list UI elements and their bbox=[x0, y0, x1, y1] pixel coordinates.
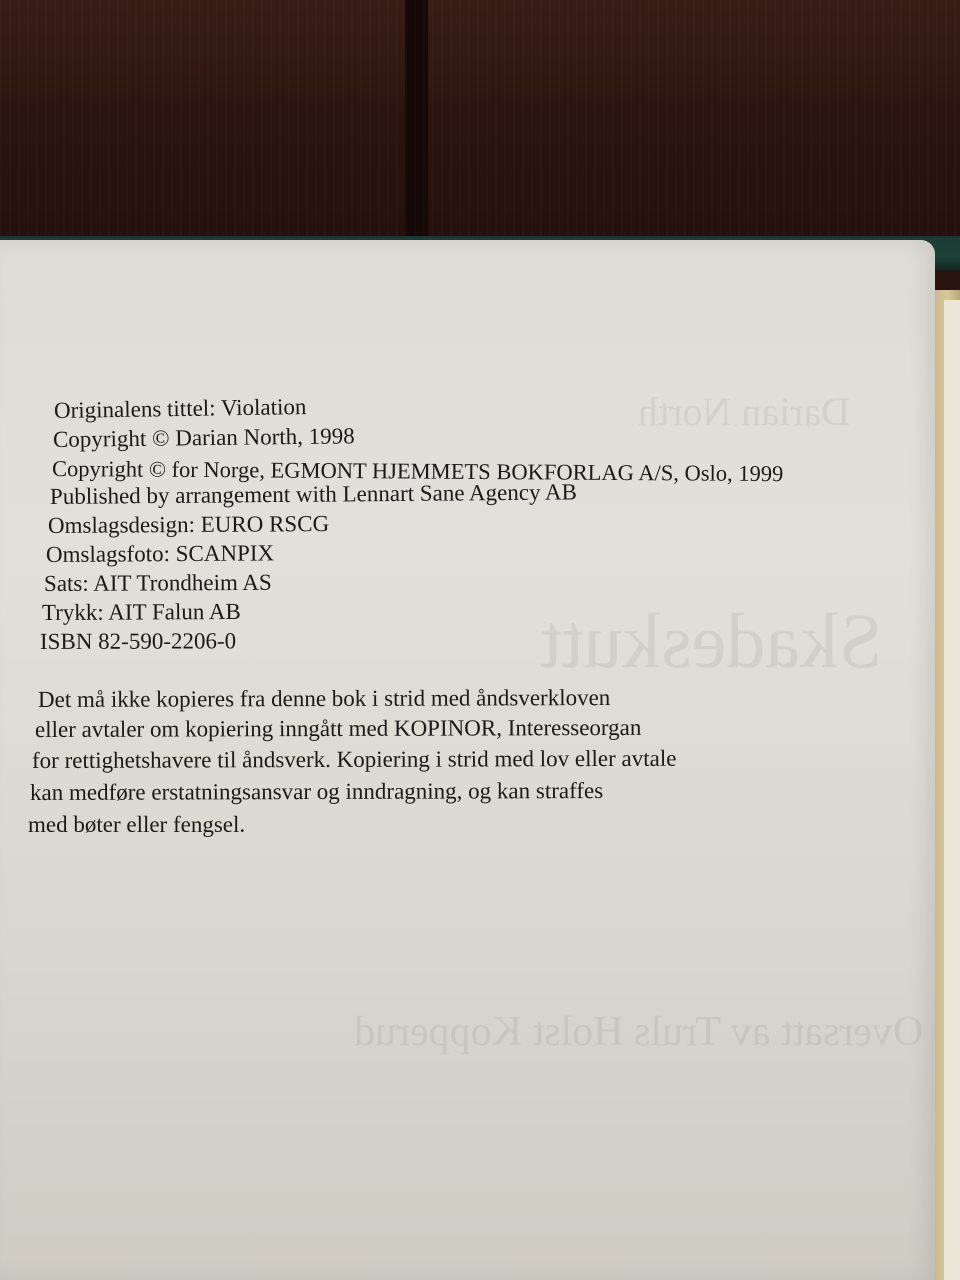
show-through-translator: Oversatt av Truls Holst Kopperud bbox=[354, 1009, 924, 1055]
isbn-line: ISBN 82-590-2206-0 bbox=[39, 628, 237, 654]
copyright-author-line: Copyright © Darian North, 1998 bbox=[52, 423, 355, 452]
notice-line: for rettighetshavere til åndsverk. Kopiering i strid med lov eller avtale bbox=[31, 745, 677, 773]
cover-design-line: Omslagsdesign: EURO RSCG bbox=[47, 511, 330, 538]
notice-line: kan medføre erstatningsansvar og inndragning, og kan straffes bbox=[29, 777, 604, 805]
original-title-line: Originalens tittel: Violation bbox=[53, 394, 307, 423]
notice-line: Det må ikke kopieres fra denne bok i strid med åndsverkloven bbox=[37, 685, 611, 712]
published-by-line: Published by arrangement with Lennart Sane Agency AB bbox=[49, 479, 578, 509]
typesetting-line: Sats: AIT Trondheim AS bbox=[43, 569, 272, 596]
copyright-norway-line: Copyright © for Norge, EGMONT HJEMMETS BOKFORLAG A/S, Oslo, 1999 bbox=[51, 456, 784, 487]
show-through-title: Skadeskutt bbox=[540, 597, 883, 684]
cover-photo-line: Omslagsfoto: SCANPIX bbox=[45, 540, 275, 567]
notice-line: med bøter eller fengsel. bbox=[28, 812, 246, 837]
printing-line: Trykk: AIT Falun AB bbox=[41, 598, 241, 625]
notice-line: eller avtaler om kopiering inngått med KOPINOR, Interesseorgan bbox=[34, 714, 642, 742]
show-through-author: Darian North bbox=[638, 389, 851, 434]
